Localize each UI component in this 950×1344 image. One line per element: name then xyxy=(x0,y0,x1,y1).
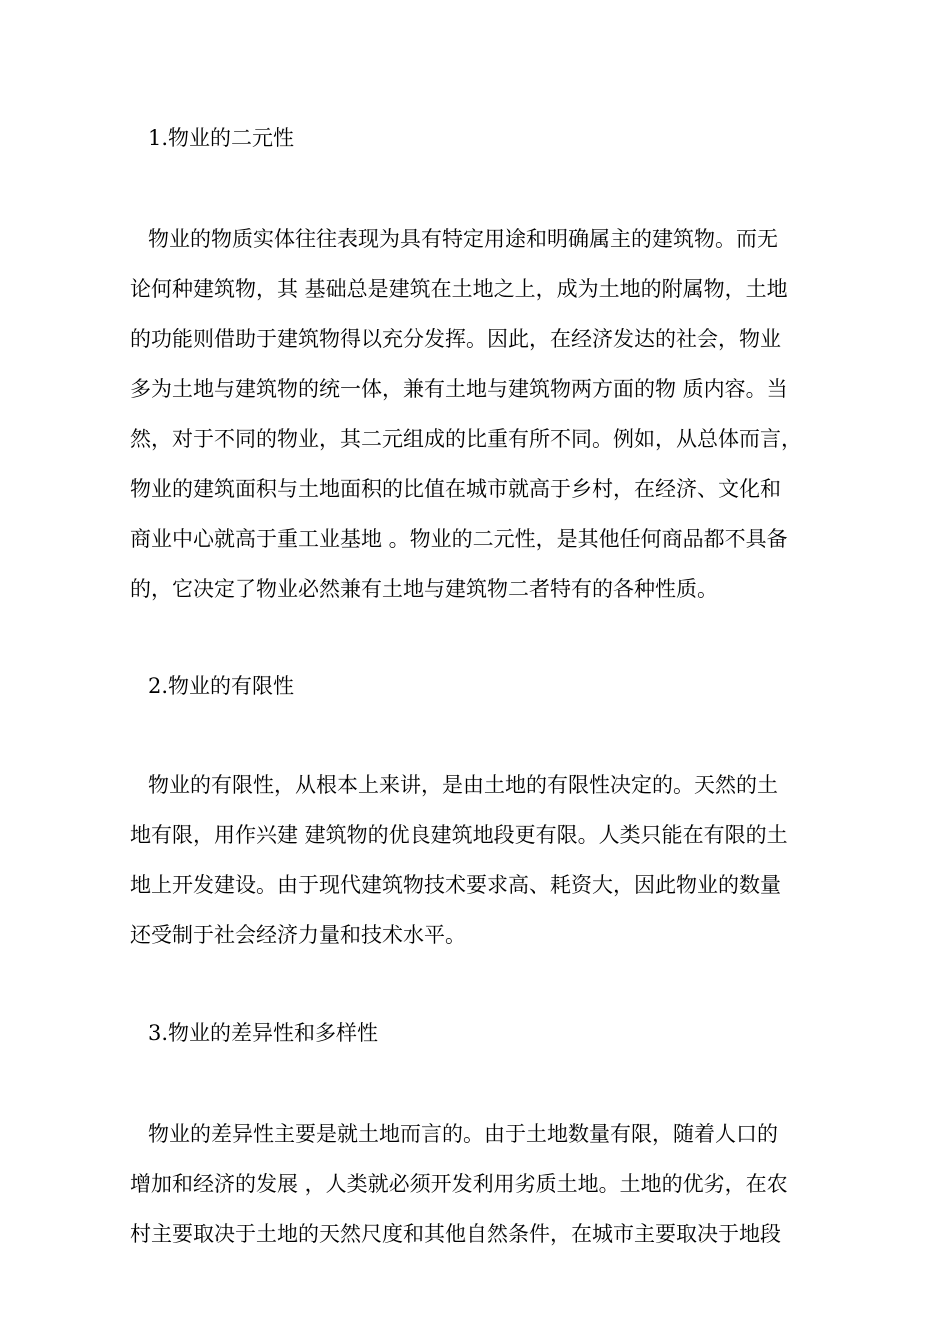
paragraph-finiteness xyxy=(130,760,850,960)
paragraph-line: 论何种建筑物，其 基础总是建筑在土地之上，成为土地的附属物，土地 xyxy=(130,277,788,301)
paragraph-line: 物业的有限性，从根本上来讲，是由土地的有限性决定的。天然的土 xyxy=(148,773,778,797)
section-heading-finiteness: 2.物业的有限性 xyxy=(148,674,295,698)
section-heading-duality: 1.物业的二元性 xyxy=(148,126,295,150)
paragraph-line: 地有限，用作兴建 建筑物的优良建筑地段更有限。人类只能在有限的土 xyxy=(130,823,788,847)
paragraph-line: 村主要取决于土地的天然尺度和其他自然条件，在城市主要取决于地段 xyxy=(130,1222,781,1246)
paragraph-line: 地上开发建设。由于现代建筑物技术要求高、耗资大，因此物业的数量 xyxy=(130,873,781,897)
paragraph-line: 多为土地与建筑物的统一体，兼有土地与建筑物两方面的物 质内容。当 xyxy=(130,377,788,401)
paragraph-line: 增加和经济的发展 ，人类就必须开发利用劣质土地。土地的优劣，在农 xyxy=(130,1172,788,1196)
section-heading-diversity: 3.物业的差异性和多样性 xyxy=(148,1021,379,1045)
paragraph-line: 的，它决定了物业必然兼有土地与建筑物二者特有的各种性质。 xyxy=(130,577,718,601)
paragraph-line: 物业的差异性主要是就土地而言的。由于土地数量有限，随着人口的 xyxy=(148,1122,778,1146)
paragraph-line: 还受制于社会经济力量和技术水平。 xyxy=(130,923,466,947)
paragraph-line: 物业的物质实体往往表现为具有特定用途和明确属主的建筑物。而无 xyxy=(148,227,778,251)
paragraph-line: 的功能则借助于建筑物得以充分发挥。因此，在经济发达的社会，物业 xyxy=(130,327,781,351)
paragraph-line: 物业的建筑面积与土地面积的比值在城市就高于乡村，在经济、文化和 xyxy=(130,477,781,501)
paragraph-duality xyxy=(130,214,850,614)
paragraph-diversity xyxy=(130,1109,850,1259)
paragraph-line: 商业中心就高于重工业基地 。物业的二元性，是其他任何商品都不具备 xyxy=(130,527,788,551)
paragraph-line: 然，对于不同的物业，其二元组成的比重有所不同。例如，从总体而言， xyxy=(130,427,802,451)
